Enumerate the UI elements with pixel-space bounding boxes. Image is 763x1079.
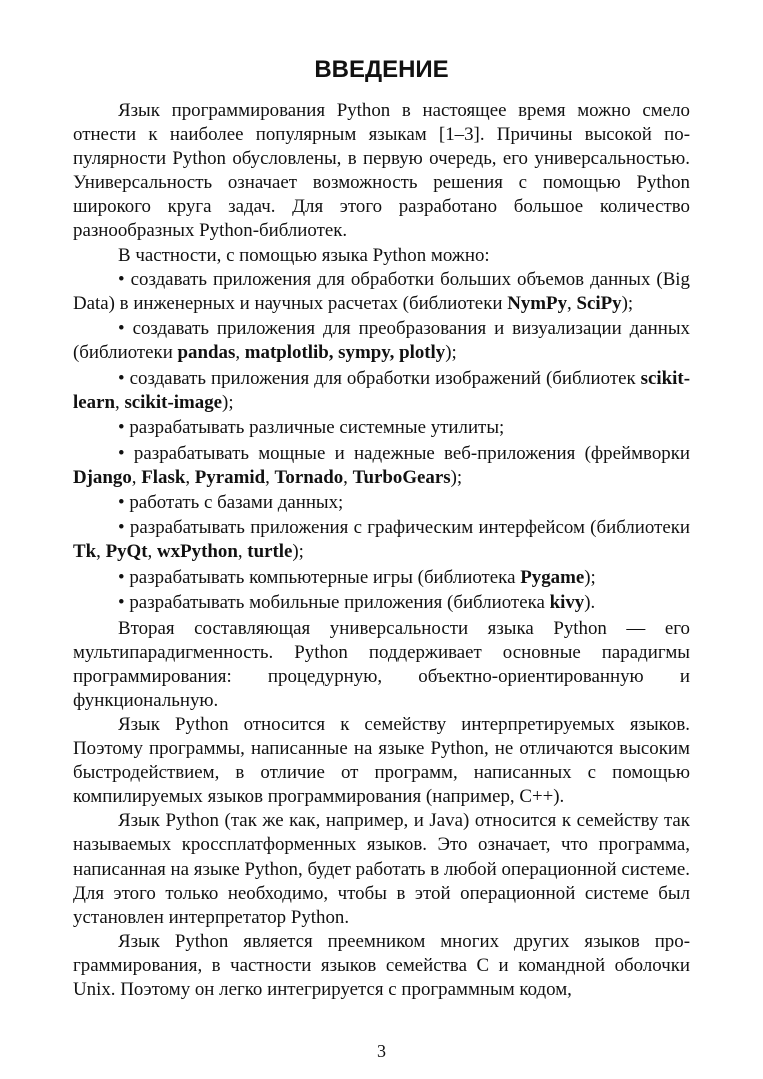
library-name: kivy: [549, 592, 585, 614]
library-name: SciPy: [576, 292, 622, 314]
list-item-visualization: [73, 317, 690, 366]
list-item-text: разрабатывать мобильные приложения (библиотека: [129, 592, 545, 614]
bullet-icon: •: [118, 592, 125, 614]
paragraph-capabilities-lead: В частности, с помощью языка Python можно:: [118, 244, 490, 266]
document-body: [73, 99, 690, 1002]
library-name: turtle: [247, 541, 293, 563]
list-item-text: создавать приложения для обработки больших объемов данных (Big Data) в инженерных и научных расчетах (библиотеки: [73, 268, 690, 314]
library-name: scikit-image: [124, 391, 223, 413]
library-name: Pyramid: [194, 466, 266, 488]
list-item-text: создавать приложения для преобразования и визуализации данных (библиотеки: [73, 318, 690, 364]
library-name: NymPy: [507, 292, 568, 314]
list-item-end: );: [584, 566, 596, 588]
list-item-utilities: [73, 416, 690, 441]
separator: ,: [185, 466, 195, 488]
library-name: Pygame: [520, 566, 585, 588]
library-name: Tornado: [274, 466, 344, 488]
separator: ,: [567, 292, 577, 314]
list-item-end: );: [621, 292, 634, 314]
list-item-text: разрабатывать компьютерные игры (библиотека: [129, 566, 516, 588]
list-item-text: разрабатывать приложения с графическим интерфейсом (библиотеки: [129, 517, 690, 539]
bullet-icon: •: [118, 442, 125, 464]
separator: ,: [147, 541, 157, 563]
bullet-icon: •: [118, 417, 125, 439]
list-item-end: );: [292, 541, 304, 563]
list-item-end: );: [450, 466, 463, 488]
list-item-end: );: [222, 391, 234, 413]
list-item-text: создавать приложения для обработки изображений (библиотек: [129, 367, 636, 389]
bullet-icon: •: [118, 517, 125, 539]
bullet-icon: •: [118, 367, 125, 389]
library-name: TurboGears: [352, 466, 451, 488]
separator: ,: [265, 466, 275, 488]
list-item-end: ).: [584, 592, 596, 614]
list-item-games: [73, 566, 690, 591]
list-item-text: разрабатывать мощные и надежные веб-приложения (фреймворки: [133, 442, 690, 464]
bullet-icon: •: [118, 566, 125, 588]
page-title: ВВЕДЕНИЕ: [314, 56, 449, 83]
bullet-icon: •: [118, 491, 125, 513]
separator: ,: [96, 541, 106, 563]
separator: ,: [131, 466, 142, 488]
library-name: Flask: [141, 466, 186, 488]
paragraph-unix: Язык Python является преемником многих других языков программирования, в частности языков семейства C и командной оболочки Unix. Поэтому он легко интегрируется с программным кодом,: [73, 930, 690, 1001]
list-item-web: [73, 442, 690, 491]
paragraph-multiparadigm: Вторая составляющая универсальности языка Python — его мультипарадигменность. Python поддерживает основные парадигмы программирования: процедурную, объектно-ориентированную и функциональную.: [73, 617, 690, 711]
library-name: matplotlib, sympy, plotly: [244, 342, 446, 364]
bullet-icon: •: [118, 268, 125, 290]
list-item-text: разрабатывать различные системные утилиты;: [129, 417, 505, 439]
library-name: pandas: [177, 342, 236, 364]
list-item-text: работать с базами данных;: [129, 491, 344, 513]
paragraph-crossplatform: Язык Python (так же как, например, и Java) относится к семейству так называемых кроссплатформенных языков. Это означает, что программа, написанная на языке Python, будет работать в любой операционной системе. Для этого только необходимо, чтобы в этой операционной системе был установлен интерпретатор Python.: [73, 810, 690, 928]
separator: ,: [343, 466, 353, 488]
page-number: 3: [377, 1041, 386, 1061]
list-item-databases: [73, 491, 690, 516]
library-name: PyQt: [105, 541, 148, 563]
library-name: Django: [73, 466, 132, 488]
separator: ,: [114, 391, 125, 413]
library-name: wxPython: [157, 541, 238, 563]
separator: ,: [235, 342, 245, 364]
list-item-gui: [73, 516, 690, 565]
list-item-bigdata: [73, 268, 690, 317]
paragraph-intro: Язык программирования Python в настоящее время можно смело отнести к наиболее популярным языкам [1–3]. Причины высокой популярности Python обусловлены, в первую очередь, его универсальностью. Универсальность означает возможность решения с помощью Python широкого круга задач. Для этого разработано большое количество разнообразных Python-библиотек.: [73, 100, 690, 242]
paragraph-interpreted: Язык Python относится к семейству интерпретируемых языков. Поэтому программы, написанные на языке Python, не отличаются высоким быстродействием, в отличие от программ, написанных с помощью компилируемых языков программирования (например, C++).: [73, 714, 690, 808]
list-item-images: [73, 367, 690, 416]
list-item-end: );: [445, 342, 457, 364]
library-name: scikit-learn: [73, 367, 690, 413]
list-item-mobile: [73, 591, 690, 616]
separator: ,: [237, 541, 248, 563]
bullet-icon: •: [118, 318, 125, 340]
library-name: Tk: [73, 541, 97, 563]
